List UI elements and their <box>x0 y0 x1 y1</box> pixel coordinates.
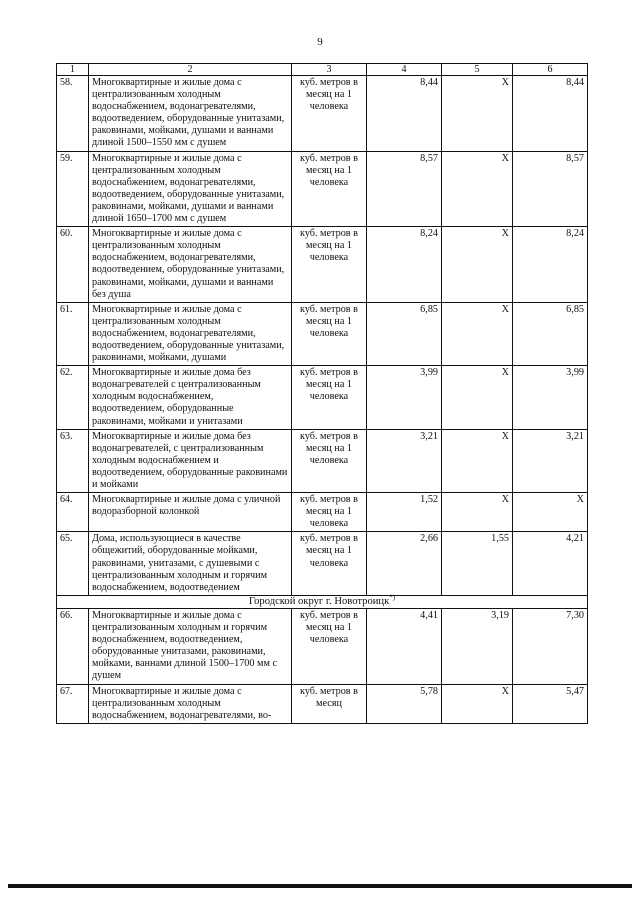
row-number: 63. <box>57 429 89 492</box>
row-value-4: 3,99 <box>367 366 442 429</box>
norms-table <box>56 63 588 724</box>
row-number: 58. <box>57 76 89 152</box>
row-number: 66. <box>57 608 89 684</box>
header-cell: 4 <box>367 64 442 76</box>
row-value-6: 8,44 <box>513 76 588 152</box>
header-cell: 6 <box>513 64 588 76</box>
row-unit: куб. метров в месяц <box>292 684 367 723</box>
row-number: 61. <box>57 302 89 365</box>
header-cell: 3 <box>292 64 367 76</box>
section-title: Городской округ г. Новотроицк <box>248 595 390 607</box>
table-row <box>57 76 588 152</box>
row-value-4: 6,85 <box>367 302 442 365</box>
table-row <box>57 493 588 532</box>
row-value-5: Х <box>442 493 513 532</box>
row-unit: куб. метров в месяц на 1 человека <box>292 493 367 532</box>
table-row <box>57 366 588 429</box>
row-value-4: 8,24 <box>367 227 442 303</box>
row-value-4: 8,44 <box>367 76 442 152</box>
row-value-4: 8,57 <box>367 151 442 227</box>
row-number: 65. <box>57 532 89 595</box>
header-cell: 5 <box>442 64 513 76</box>
header-cell: 2 <box>89 64 292 76</box>
row-value-5: Х <box>442 366 513 429</box>
table-row <box>57 429 588 492</box>
row-value-4: 3,21 <box>367 429 442 492</box>
row-value-6: 8,24 <box>513 227 588 303</box>
row-value-4: 5,78 <box>367 684 442 723</box>
page-number: 9 <box>317 36 323 48</box>
row-description: Многоквартирные и жилые дома с уличной водоразборной колонкой <box>89 493 292 532</box>
row-unit: куб. метров в месяц на 1 человека <box>292 608 367 684</box>
row-value-6: 6,85 <box>513 302 588 365</box>
row-value-6: 7,30 <box>513 608 588 684</box>
section-title-cell <box>57 595 588 608</box>
row-unit: куб. метров в месяц на 1 человека <box>292 227 367 303</box>
section-row <box>57 595 588 608</box>
bottom-rule <box>8 884 632 888</box>
row-value-6: Х <box>513 493 588 532</box>
row-description: Многоквартирные и жилые дома с централизованным холодным водоснабжением, водонагревателями, водоотведением, оборудованные унитазами, раковинами, мойками, душами и ваннами длиной 1650–1700 мм с душем <box>89 151 292 227</box>
table-row <box>57 151 588 227</box>
row-unit: куб. метров в месяц на 1 человека <box>292 429 367 492</box>
row-description: Многоквартирные и жилые дома с централизованным холодным водоснабжением, водонагревателями, водоотведением, оборудованные унитазами, раковинами, мойками, душами и ваннами длиной 1500–1550 мм с душем <box>89 76 292 152</box>
row-value-5: 3,19 <box>442 608 513 684</box>
row-number: 62. <box>57 366 89 429</box>
row-number: 64. <box>57 493 89 532</box>
footnote-mark: *) <box>389 593 396 602</box>
row-number: 67. <box>57 684 89 723</box>
row-description: Многоквартирные и жилые дома без водонагревателей с централизованным холодным водоснабжением, водоотведением, оборудованные раковинами, мойками и унитазами <box>89 366 292 429</box>
row-number: 59. <box>57 151 89 227</box>
row-value-6: 8,57 <box>513 151 588 227</box>
row-value-6: 3,99 <box>513 366 588 429</box>
row-value-5: Х <box>442 151 513 227</box>
row-description: Многоквартирные и жилые дома без водонагревателей, с централизованным холодным водоснабжением и водоотведением, оборудованные раковинами и мойками <box>89 429 292 492</box>
row-unit: куб. метров в месяц на 1 человека <box>292 76 367 152</box>
row-value-5: Х <box>442 302 513 365</box>
row-value-4: 2,66 <box>367 532 442 595</box>
row-description: Многоквартирные и жилые дома с централизованным холодным водоснабжением, водонагревателями, во- <box>89 684 292 723</box>
table-row <box>57 302 588 365</box>
row-value-5: Х <box>442 227 513 303</box>
row-unit: куб. метров в месяц на 1 человека <box>292 151 367 227</box>
table-row <box>57 684 588 723</box>
header-cell: 1 <box>57 64 89 76</box>
row-description: Многоквартирные и жилые дома с централизованным холодным водоснабжением, водонагревателями, водоотведением, оборудованные унитазами, раковинами, мойками, душами и ваннами без душа <box>89 227 292 303</box>
header-row <box>57 64 588 76</box>
row-unit: куб. метров в месяц на 1 человека <box>292 366 367 429</box>
row-value-5: Х <box>442 429 513 492</box>
table-row <box>57 532 588 595</box>
row-value-5: Х <box>442 76 513 152</box>
row-number: 60. <box>57 227 89 303</box>
row-value-4: 4,41 <box>367 608 442 684</box>
row-value-4: 1,52 <box>367 493 442 532</box>
row-value-6: 4,21 <box>513 532 588 595</box>
row-description: Многоквартирные и жилые дома с централизованным холодным водоснабжением, водонагревателями, водоотведением, оборудованные унитазами, раковинами, мойками, душами <box>89 302 292 365</box>
row-description: Дома, использующиеся в качестве общежитий, оборудованные мойками, раковинами, унитазами, с душевыми с централизованным холодным и горячим водоснабжением, водоотведением <box>89 532 292 595</box>
row-unit: куб. метров в месяц на 1 человека <box>292 302 367 365</box>
row-value-6: 5,47 <box>513 684 588 723</box>
table-row <box>57 227 588 303</box>
table-row <box>57 608 588 684</box>
row-unit: куб. метров в месяц на 1 человека <box>292 532 367 595</box>
row-description: Многоквартирные и жилые дома с централизованным холодным и горячим водоснабжением, водоотведением, оборудованные унитазами, раковинами, мойками, ваннами длиной 1500–1700 мм с душем <box>89 608 292 684</box>
row-value-5: 1,55 <box>442 532 513 595</box>
row-value-5: Х <box>442 684 513 723</box>
row-value-6: 3,21 <box>513 429 588 492</box>
